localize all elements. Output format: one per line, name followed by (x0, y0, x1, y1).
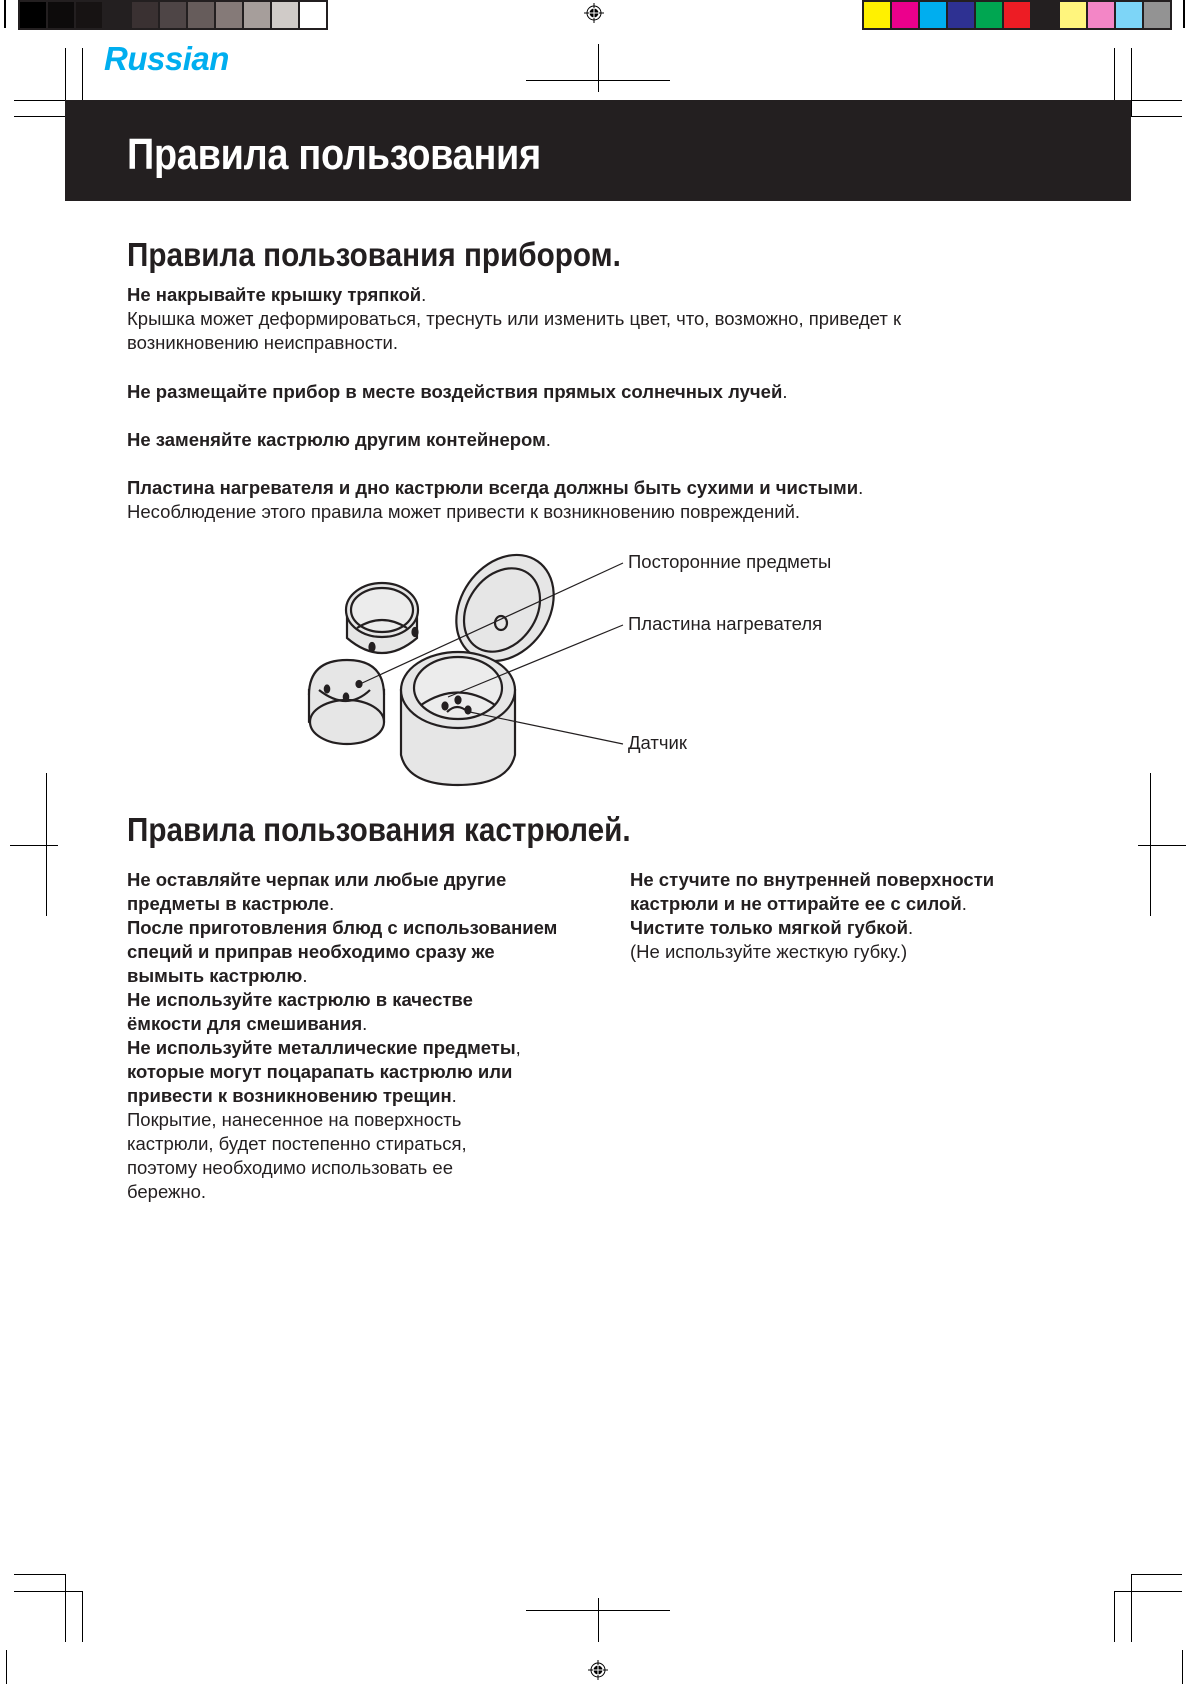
registration-target-icon (588, 1660, 608, 1680)
crop-mark (65, 1574, 66, 1642)
crop-mark (14, 100, 65, 101)
rule-line: бережно. (127, 1181, 207, 1202)
section-heading-appliance: Правила пользования прибором. (127, 236, 621, 273)
rule-line: специй и приправ необходимо сразу же (127, 941, 495, 962)
rule-line: привести к возникновению трещин. (127, 1085, 457, 1106)
registration-cross (1138, 845, 1186, 846)
pot-rules-left-column (127, 868, 557, 1204)
swatch-magenta (892, 2, 918, 28)
swatch-blue (948, 2, 974, 28)
crop-mark (1131, 1574, 1182, 1575)
swatch (188, 2, 214, 28)
crop-mark (14, 116, 65, 117)
crop-mark (1182, 1650, 1183, 1684)
diagram-label-foreign-objects: Посторонние предметы (628, 551, 832, 572)
swatch-gray (1144, 2, 1170, 28)
rule-line: кастрюли, будет постепенно стираться, (127, 1133, 467, 1154)
registration-target-icon (584, 3, 604, 23)
swatch-light-cyan (1116, 2, 1142, 28)
diagram-label-heater-plate: Пластина нагревателя (628, 613, 823, 634)
swatch-green (976, 2, 1002, 28)
swatch-pink (1088, 2, 1114, 28)
rule-item: Не заменяйте кастрюлю другим контейнером. (127, 429, 551, 450)
cooker-body-icon (401, 652, 515, 785)
rule-text: Крышка может деформироваться, треснуть или изменить цвет, что, возможно, приведет к (127, 308, 902, 329)
rule-bold: Пластина нагревателя и дно кастрюли всегда должны быть сухими и чистыми (127, 477, 859, 498)
rule-line: предметы в кастрюле. (127, 893, 335, 914)
rule-item: Не размещайте прибор в месте воздействия прямых солнечных лучей. (127, 381, 788, 402)
registration-cross (598, 44, 599, 92)
section-heading-pot: Правила пользования кастрюлей. (127, 811, 631, 848)
swatch (216, 2, 242, 28)
crop-mark (1114, 1591, 1182, 1592)
crop-mark (14, 1591, 82, 1592)
language-label: Russian (104, 40, 229, 77)
swatch (300, 2, 326, 28)
rule-item: Не накрывайте крышку тряпкой. Крышка может деформироваться, треснуть или изменить цвет, что, возможно, приведет к возникновению неисправности. (127, 284, 902, 353)
steam-cap-icon (309, 660, 384, 744)
swatch (104, 2, 130, 28)
crop-mark (14, 1574, 65, 1575)
rule-line: Не оставляйте черпак или любые другие (127, 869, 507, 890)
grayscale-color-bar (18, 0, 328, 30)
rule-text: возникновению неисправности. (127, 332, 399, 353)
crop-mark (1114, 1591, 1115, 1642)
registration-cross (10, 845, 58, 846)
swatch-black (1032, 2, 1058, 28)
swatch (244, 2, 270, 28)
swatch (160, 2, 186, 28)
swatch (272, 2, 298, 28)
crop-mark (1131, 48, 1132, 116)
page-title: Правила пользования (127, 130, 541, 179)
rule-line: которые могут поцарапать кастрюлю или (127, 1061, 513, 1082)
rice-cooker-parts-illustration (290, 540, 630, 790)
title-banner (65, 100, 1131, 201)
swatch (20, 2, 46, 28)
rule-line: После приготовления блюд с использованием (127, 917, 558, 938)
swatch (48, 2, 74, 28)
rule-item: Пластина нагревателя и дно кастрюли всегда должны быть сухими и чистыми. Несоблюдение этого правила может привести к возникновению повреждений. (127, 477, 864, 522)
crop-mark (82, 1591, 83, 1642)
registration-cross (526, 80, 670, 81)
rule-line: Покрытие, нанесенное на поверхность (127, 1109, 462, 1130)
crop-mark (1183, 0, 1185, 28)
rule-line: (Не используйте жесткую губку.) (630, 941, 908, 962)
swatch-light-yellow (1060, 2, 1086, 28)
rule-line: Не используйте металлические предметы, (127, 1037, 521, 1058)
rule-line: поэтому необходимо использовать ее (127, 1157, 453, 1178)
rule-line: Не стучите по внутренней поверхности (630, 869, 995, 890)
rule-bold: Не накрывайте крышку тряпкой (127, 284, 422, 305)
crop-mark (1131, 1574, 1132, 1642)
registration-cross (526, 1610, 670, 1611)
process-color-bar (862, 0, 1172, 30)
rule-line: Не используйте кастрюлю в качестве (127, 989, 473, 1010)
rule-line: кастрюли и не оттирайте ее с силой. (630, 893, 967, 914)
crop-mark (65, 48, 66, 100)
swatch-cyan (920, 2, 946, 28)
crop-mark (1131, 116, 1182, 117)
crop-mark (82, 48, 83, 100)
crop-mark (6, 1650, 7, 1684)
crop-mark (1114, 48, 1115, 100)
rule-line: вымыть кастрюлю. (127, 965, 308, 986)
rule-bold: Не размещайте прибор в месте воздействия прямых солнечных лучей (127, 381, 783, 402)
rule-line: ёмкости для смешивания. (127, 1013, 368, 1034)
swatch-yellow (864, 2, 890, 28)
swatch (132, 2, 158, 28)
registration-cross (598, 1598, 599, 1642)
rule-line: Чистите только мягкой губкой. (630, 917, 914, 938)
rule-bold: Не заменяйте кастрюлю другим контейнером (127, 429, 546, 450)
crop-mark (4, 0, 6, 28)
swatch-red (1004, 2, 1030, 28)
swatch (76, 2, 102, 28)
inner-pot-icon (346, 583, 418, 653)
diagram-label-sensor: Датчик (628, 732, 687, 753)
rule-text: Несоблюдение этого правила может привести к возникновению повреждений. (127, 501, 801, 522)
pot-rules-right-column (630, 868, 994, 964)
